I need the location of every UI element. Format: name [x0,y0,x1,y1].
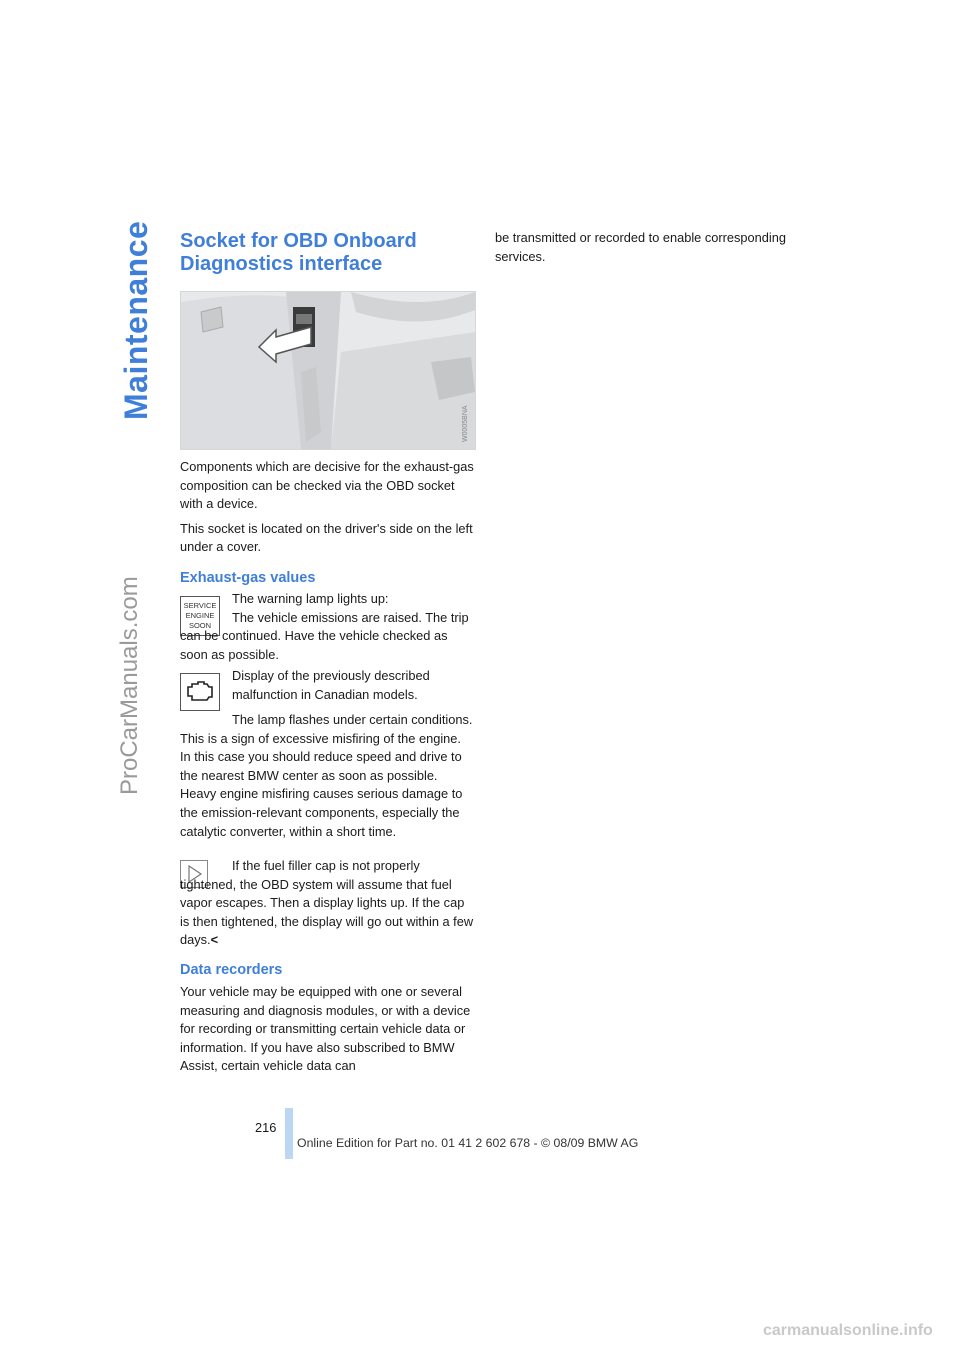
exhaust-text: The warning lamp lights up: The vehicle emissions are raised. The trip can be continued. Have the vehicle checked as soon as possible. [180,591,469,662]
column-2-text: be transmitted or recorded to enable corresponding services. [495,230,786,264]
intro-text: Components which are decisive for the exhaust-gas composition can be checked via the OBD socket with a device. This socket is located on the driver's side on the left under a cover. [180,459,474,555]
canada-text: Display of the previously described malfunction in Canadian models. [232,668,430,702]
watermark: ProCarManuals.com [116,576,143,795]
page-title: Socket for OBD Onboard Diagnostics interface [180,230,417,275]
page-number: 216 [255,1120,277,1135]
brand-watermark: carmanualsonline.info [763,1322,933,1339]
section-tab: Maintenance [118,220,154,420]
note-text: If the fuel filler cap is not properly tightened, the OBD system will assume that fuel vapor escapes. Then a display lights up. If the cap is then tightened, the display will go out within a few days.< [180,858,474,948]
edition-note: Online Edition for Part no. 01 41 2 602 678 - © 08/09 BMW AG [297,1136,639,1150]
service-engine-soon-icon: SERVICE ENGINE SOON [180,596,220,636]
data-recorders-heading: Data recorders [180,962,283,978]
exhaust-heading: Exhaust-gas values [180,570,316,586]
obd-socket-photo [180,291,476,450]
footer-bar [285,1108,293,1159]
flash-text: The lamp flashes under certain conditions. This is a sign of excessive misfiring of the engine. In this case you should reduce speed and drive to the nearest BMW center as soon as possible. Heavy engine misfiring causes serious damage to the emission-relevant components, especially the catalytic converter, within a short time. [180,712,473,839]
svg-text:W0005BNA: W0005BNA [462,405,469,442]
data-text: Your vehicle may be equipped with one or several measuring and diagnosis modules, or with a device for recording or transmitting certain vehicle data or information. If you have also subscribed to BMW Assist, certain vehicle data can [180,984,471,1074]
